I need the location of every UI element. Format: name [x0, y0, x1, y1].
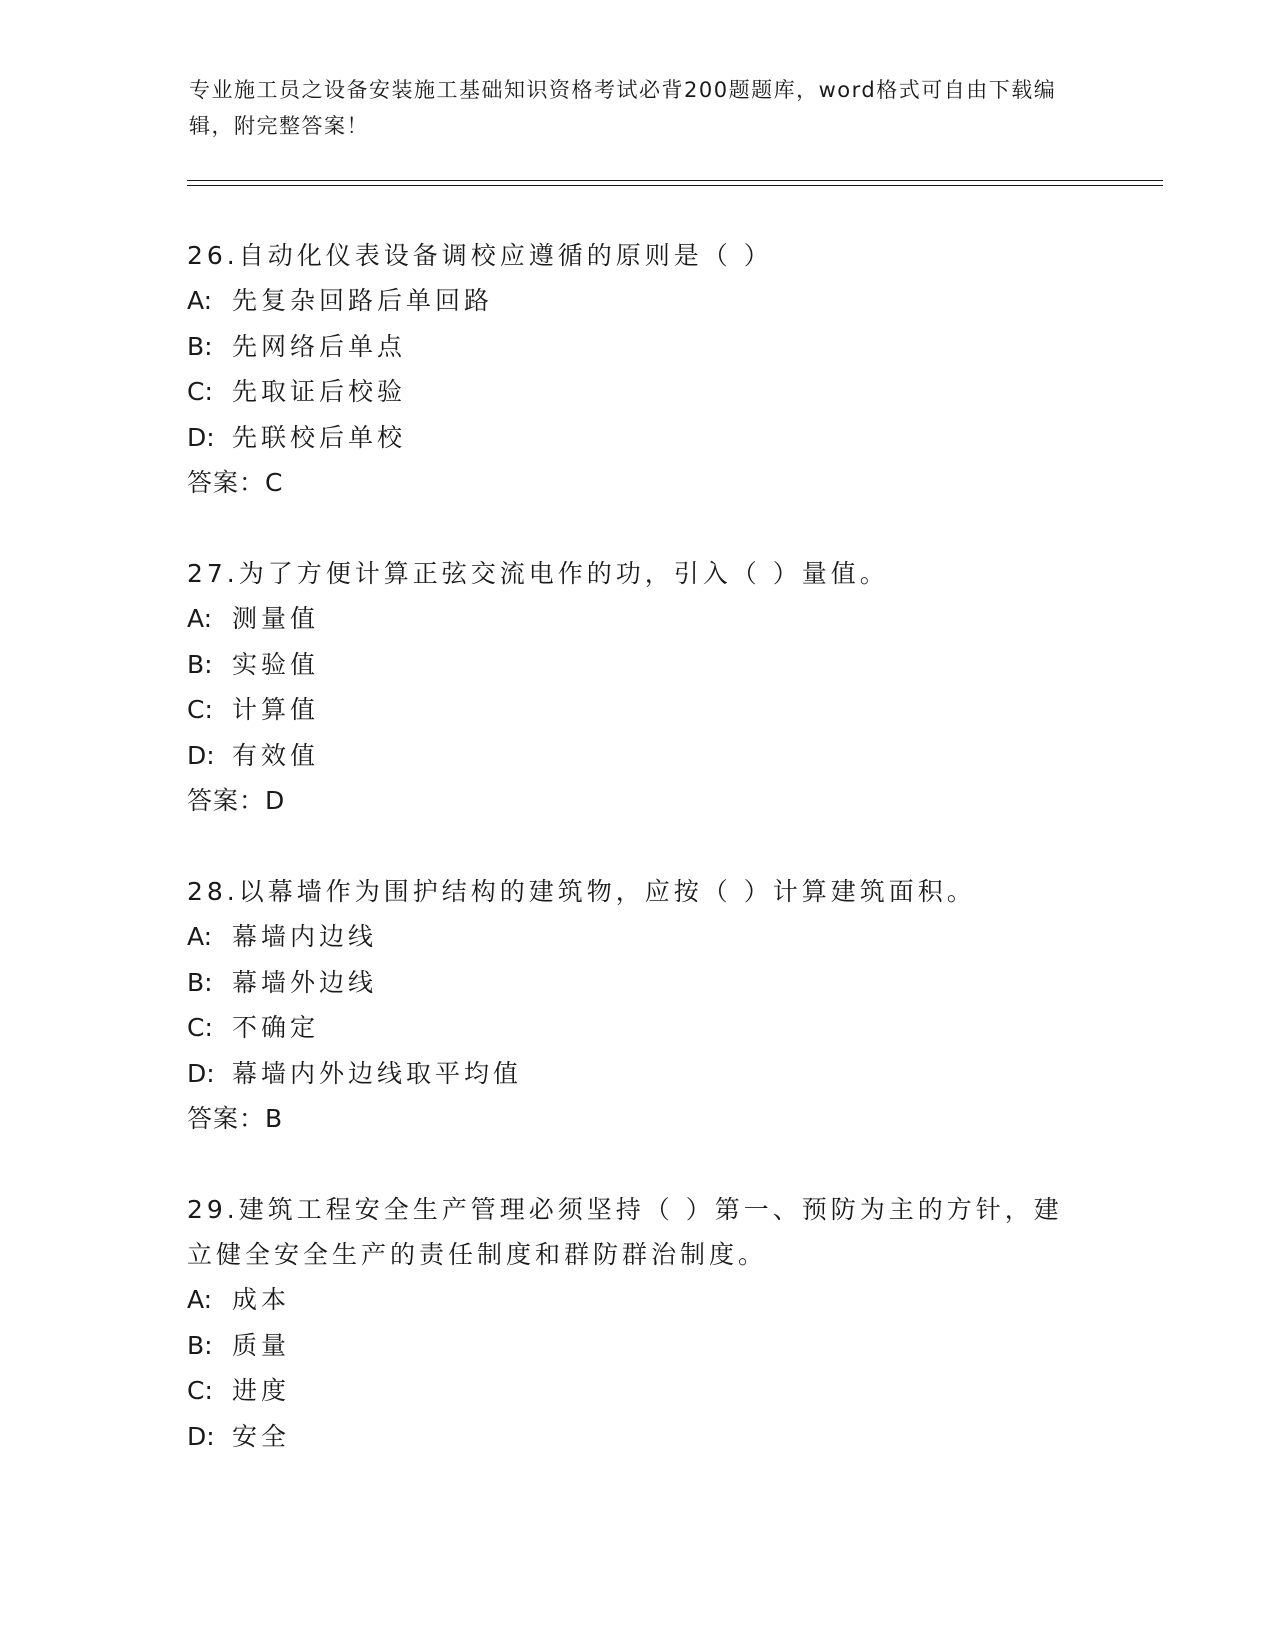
option-text: 进度 — [232, 1376, 291, 1405]
answer-label: 答案：C — [187, 468, 284, 497]
option-key: D: — [187, 740, 215, 770]
option-a — [187, 596, 1087, 642]
option-a — [187, 1277, 1087, 1323]
option-text: 不确定 — [232, 1013, 320, 1042]
option-text: 先网络后单点 — [232, 331, 407, 361]
option-b — [187, 642, 1087, 688]
option-text: 幕墙内边线 — [232, 922, 378, 951]
option-a — [187, 914, 1087, 960]
option-d — [187, 415, 1087, 461]
option-text: 实验值 — [232, 649, 320, 679]
option-key: A: — [187, 922, 213, 951]
option-b — [187, 960, 1087, 1006]
option-key: B: — [187, 1330, 213, 1360]
question-27 — [187, 551, 1087, 823]
option-key: C: — [187, 1376, 213, 1405]
option-c — [187, 687, 1087, 733]
option-key: D: — [187, 1058, 215, 1088]
header-divider-top — [187, 180, 1163, 181]
option-text: 有效值 — [232, 740, 320, 770]
option-b — [187, 1323, 1087, 1369]
option-c — [187, 1368, 1087, 1414]
option-d — [187, 1414, 1087, 1460]
option-key: A: — [187, 1285, 213, 1314]
document-header — [189, 72, 1089, 144]
question-26 — [187, 233, 1087, 505]
option-key: C: — [187, 695, 213, 724]
question-stem: 26.自动化仪表设备调校应遵循的原则是（ ） — [187, 241, 773, 270]
option-key: C: — [187, 1013, 213, 1042]
option-text: 成本 — [232, 1285, 291, 1314]
option-d — [187, 1051, 1087, 1097]
header-title: 专业施工员之设备安装施工基础知识资格考试必背200题题库，word格式可自由下载编辑，附完整答案！ — [189, 78, 1057, 138]
option-a — [187, 278, 1087, 324]
answer-label: 答案：B — [187, 1104, 284, 1133]
option-text: 安全 — [232, 1421, 291, 1451]
question-28 — [187, 869, 1087, 1141]
option-key: A: — [187, 604, 213, 633]
option-text: 幕墙内外边线取平均值 — [232, 1058, 523, 1088]
option-text: 先联校后单校 — [232, 422, 407, 452]
question-29 — [187, 1187, 1087, 1459]
option-c — [187, 369, 1087, 415]
option-text: 先取证后校验 — [232, 377, 407, 406]
question-stem: 29.建筑工程安全生产管理必须坚持（ ）第一、预防为主的方针，建立健全安全生产的责任制度和群防群治制度。 — [187, 1195, 1063, 1269]
option-key: C: — [187, 377, 213, 406]
question-stem: 27.为了方便计算正弦交流电作的功，引入（ ）量值。 — [187, 559, 889, 588]
answer-label: 答案：D — [187, 786, 286, 815]
option-key: B: — [187, 331, 213, 361]
option-text: 质量 — [232, 1330, 291, 1360]
question-stem: 28.以幕墙作为围护结构的建筑物，应按（ ）计算建筑面积。 — [187, 877, 976, 906]
option-key: A: — [187, 286, 213, 315]
option-b — [187, 324, 1087, 370]
option-text: 先复杂回路后单回路 — [232, 286, 494, 315]
option-c — [187, 1005, 1087, 1051]
option-key: B: — [187, 967, 213, 997]
header-divider-bottom — [187, 185, 1163, 186]
question-list — [187, 233, 1087, 1505]
option-key: B: — [187, 649, 213, 679]
option-key: D: — [187, 1421, 215, 1451]
option-d — [187, 733, 1087, 779]
option-text: 幕墙外边线 — [232, 967, 378, 997]
option-text: 测量值 — [232, 604, 320, 633]
option-text: 计算值 — [232, 695, 320, 724]
option-key: D: — [187, 422, 215, 452]
